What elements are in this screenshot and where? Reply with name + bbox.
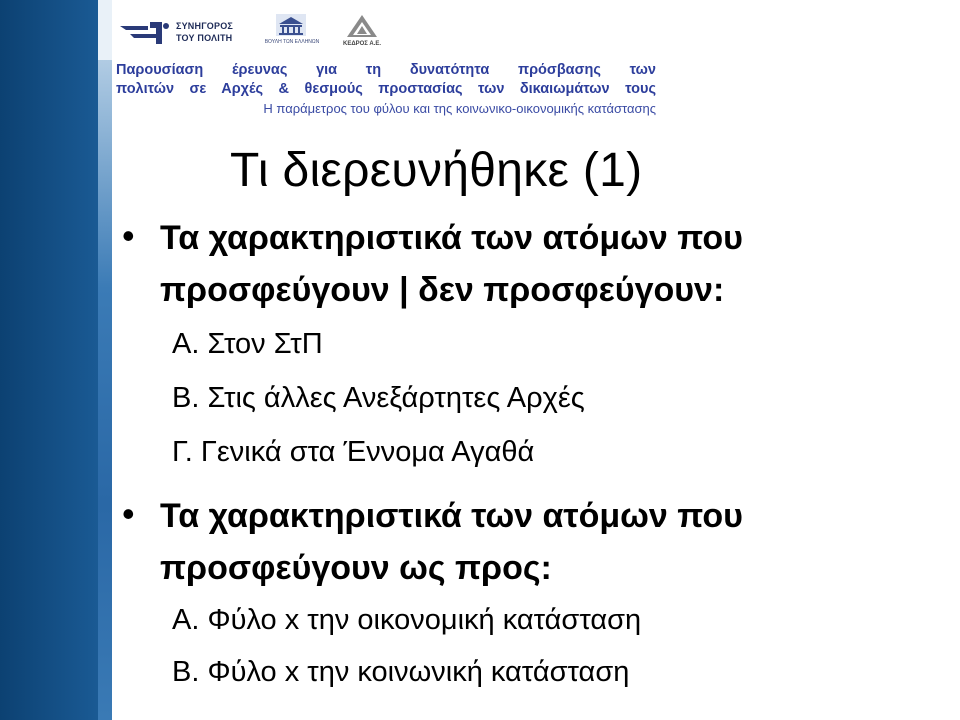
bullet-1-line-2: προσφεύγουν | δεν προσφεύγουν: bbox=[160, 271, 725, 309]
kedros-logo-text: ΚΕΔΡΟΣ Α.Ε. bbox=[342, 41, 382, 47]
research-title-line-2: πολιτών σε Αρχές & θεσμούς προστασίας των δικαιωμάτων τους bbox=[116, 81, 656, 97]
bullet-dot: • bbox=[122, 215, 135, 256]
bullet-1-line-1: Τα χαρακτηριστικά των ατόμων που bbox=[160, 219, 743, 257]
ombudsman-logo-icon bbox=[118, 20, 170, 46]
ombudsman-logo-text-2: ΤΟΥ ΠΟΛΙΤΗ bbox=[176, 33, 233, 43]
kedros-logo bbox=[340, 12, 384, 52]
bullet-1-sub-item-c: Γ. Γενικά στα Έννομα Αγαθά bbox=[172, 436, 535, 468]
research-title bbox=[116, 61, 656, 99]
slide-title: Τι διερευνήθηκε (1) bbox=[230, 144, 643, 197]
bullet-2-sub-item-b: Β. Φύλο x την κοινωνική κατάσταση bbox=[172, 656, 630, 688]
bullet-2-sub-item-a: Α. Φύλο x την οικονομική κατάσταση bbox=[172, 604, 642, 636]
parliament-logo-text: ΒΟΥΛΗ ΤΩΝ ΕΛΛΗΝΩΝ bbox=[264, 39, 320, 45]
bullet-dot: • bbox=[122, 493, 135, 534]
slide-header bbox=[112, 0, 660, 120]
left-accent-stripe bbox=[98, 0, 112, 720]
bullet-2-text bbox=[160, 490, 920, 594]
bullet-2-line-1: Τα χαρακτηριστικά των ατόμων που bbox=[160, 497, 743, 535]
left-decorative-band bbox=[0, 0, 98, 720]
parliament-logo bbox=[260, 12, 324, 52]
kedros-triangle-icon bbox=[346, 14, 378, 38]
parliament-building-icon bbox=[276, 14, 306, 36]
research-subtitle: Η παράμετρος του φύλου και της κοινωνικο-οικονομικής κατάστασης bbox=[263, 101, 656, 116]
research-title-line-1: Παρουσίαση έρευνας για τη δυνατότητα πρόσβασης των bbox=[116, 62, 656, 78]
bullet-1-text bbox=[160, 212, 920, 316]
bullet-2-line-2: προσφεύγουν ως προς: bbox=[160, 549, 552, 587]
logo-row bbox=[112, 0, 660, 56]
ombudsman-logo bbox=[118, 14, 238, 54]
bullet-1-sub-item-a: Α. Στον ΣτΠ bbox=[172, 328, 323, 360]
bullet-1-sub-item-b: Β. Στις άλλες Ανεξάρτητες Αρχές bbox=[172, 382, 585, 414]
ombudsman-logo-text-1: ΣΥΝΗΓΟΡΟΣ bbox=[176, 21, 234, 31]
